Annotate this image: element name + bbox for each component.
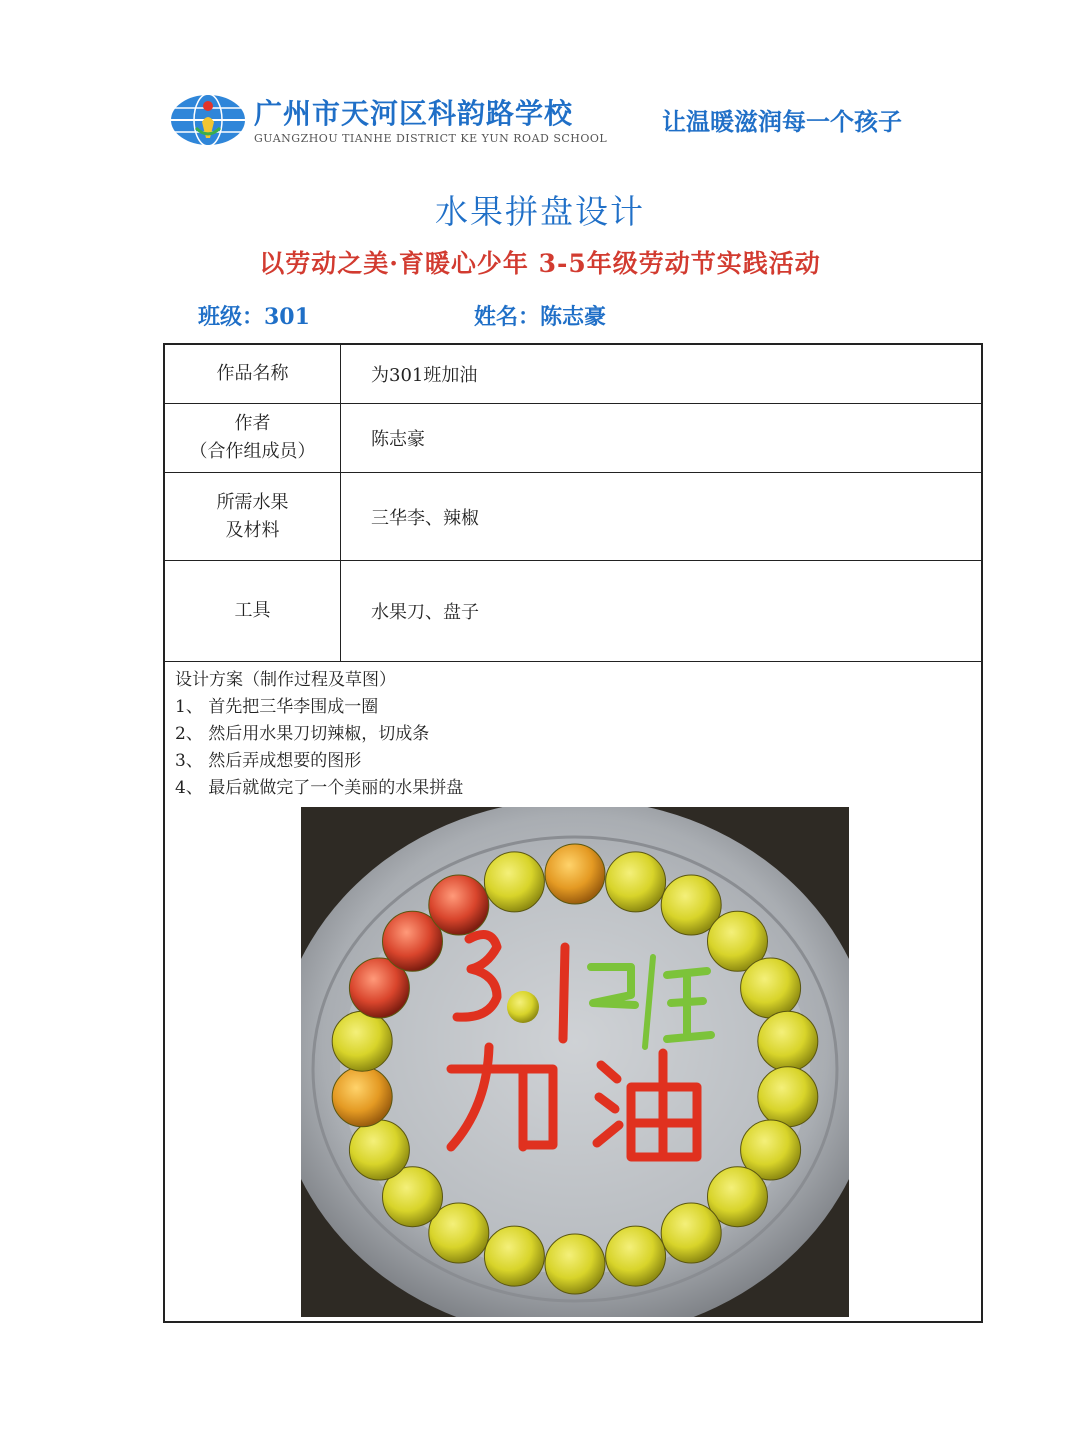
page-title: 水果拼盘设计 <box>435 192 645 231</box>
row-value: 为301班加油 <box>371 365 478 386</box>
plum <box>661 1203 721 1263</box>
design-step: 4、 最后就做完了一个美丽的水果拼盘 <box>175 778 464 798</box>
plum <box>349 1120 409 1180</box>
row-label: 工具 <box>165 561 341 661</box>
page-subtitle: 以劳动之美·育暖心少年 3-5年级劳动节实践活动 <box>259 249 821 278</box>
plum <box>484 1226 544 1286</box>
plum <box>332 1011 392 1071</box>
plum <box>332 1067 392 1127</box>
plum <box>758 1011 818 1071</box>
design-heading: 设计方案（制作过程及草图） <box>175 670 396 690</box>
row-label: 作品名称 <box>165 345 341 403</box>
school-header <box>168 88 928 152</box>
plum <box>741 958 801 1018</box>
school-name-en: GUANGZHOU TIANHE DISTRICT KE YUN ROAD SCHOOL <box>254 132 608 145</box>
design-step: 2、 然后用水果刀切辣椒，切成条 <box>175 724 430 744</box>
row-value: 三华李、辣椒 <box>371 507 479 529</box>
row-value: 水果刀、盘子 <box>371 602 479 623</box>
school-slogan: 让温暖滋润每一个孩子 <box>662 108 902 136</box>
design-step: 3、 然后弄成想要的图形 <box>175 751 362 771</box>
row-value: 陈志豪 <box>371 429 425 450</box>
row-label: 作者 （合作组成员） <box>165 404 341 472</box>
plum <box>484 852 544 912</box>
table-row <box>165 345 981 404</box>
fruit-platter-photo <box>301 807 849 1317</box>
plum <box>758 1067 818 1127</box>
plum <box>606 1226 666 1286</box>
school-name-cn: 广州市天河区科韵路学校 <box>254 97 574 130</box>
globe-logo-icon <box>168 92 248 148</box>
plum <box>545 1234 605 1294</box>
design-form-table <box>163 343 983 1323</box>
design-plan <box>175 667 463 802</box>
table-row <box>165 561 981 662</box>
class-label: 班级：301 <box>198 304 310 330</box>
row-label: 所需水果 及材料 <box>165 473 341 560</box>
table-row <box>165 404 981 473</box>
student-name-label: 姓名：陈志豪 <box>474 304 607 330</box>
fruit-platter-illustration <box>301 807 849 1317</box>
plum <box>429 875 489 935</box>
plum <box>606 852 666 912</box>
design-step: 1、 首先把三华李围成一圈 <box>175 697 379 717</box>
plum <box>545 844 605 904</box>
table-row <box>165 473 981 561</box>
